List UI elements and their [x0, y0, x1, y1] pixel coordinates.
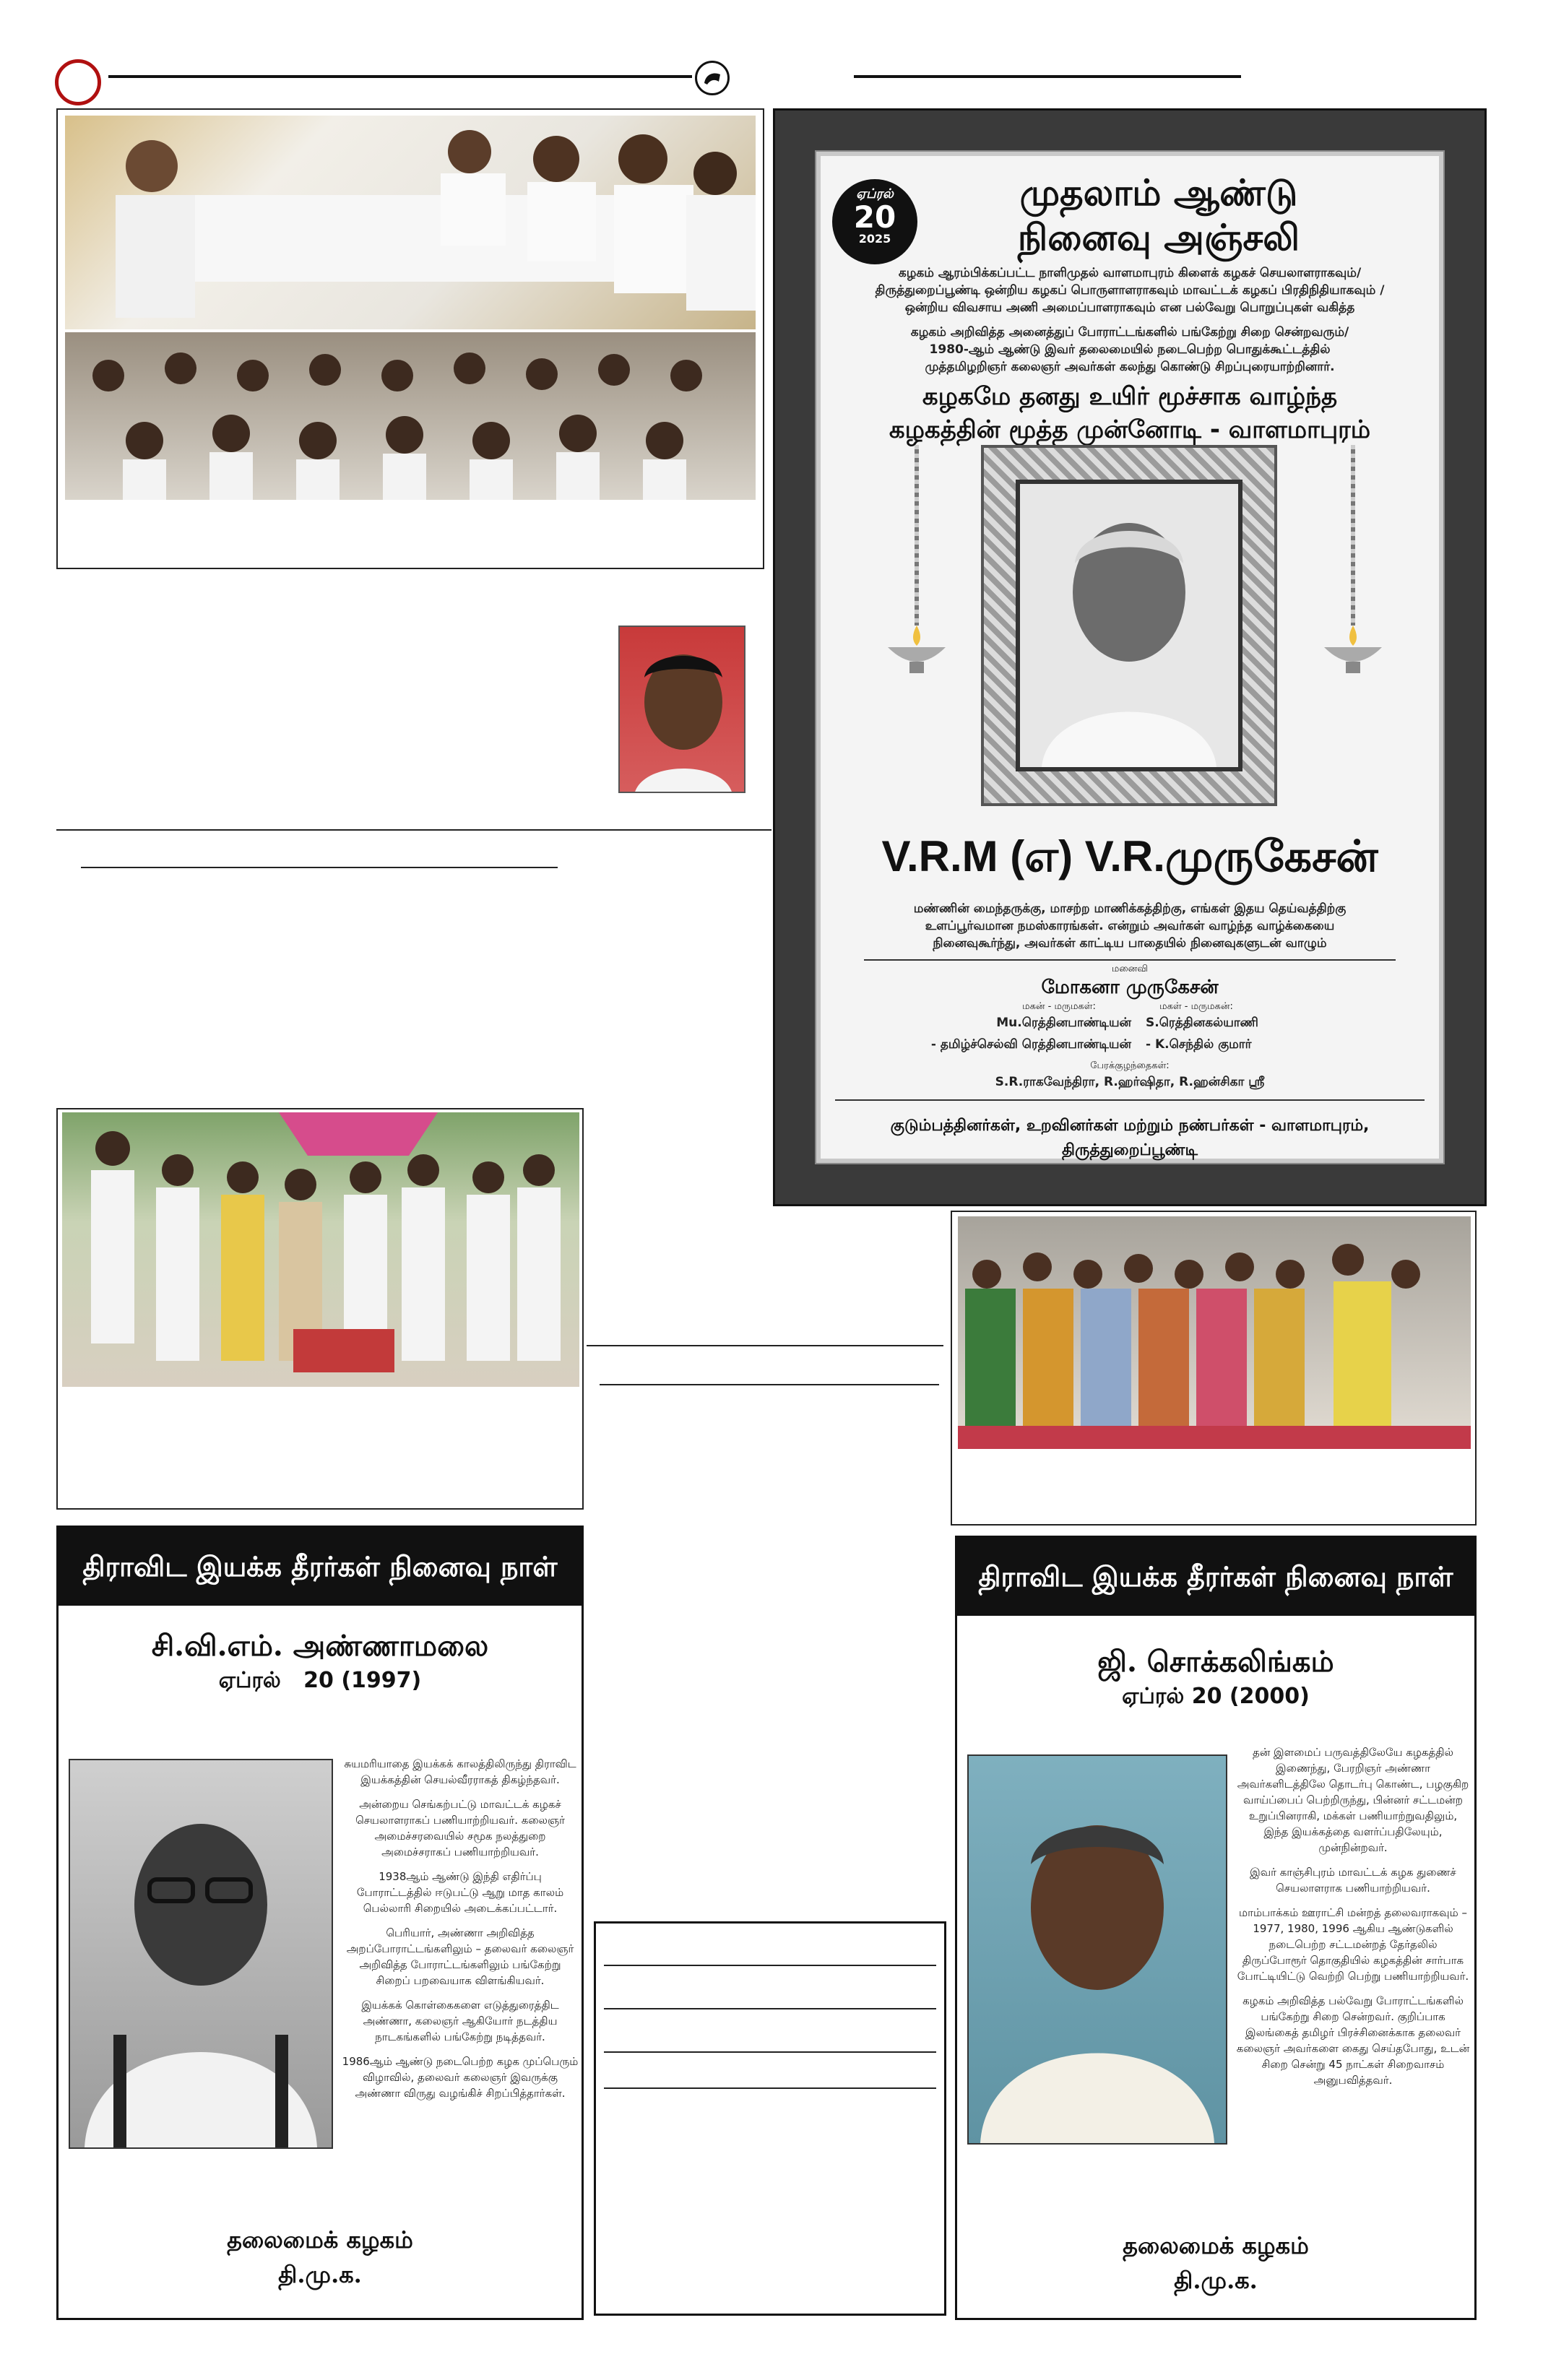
tribute-paragraph: மாம்பாக்கம் ஊராட்சி மன்றத் தலைவராகவும் – 1977, 1980, 1996 ஆகிய ஆண்டுகளில் நடைபெற்ற சட்டமன்றத் தேர்தலில் திருப்போரூர் தொகுதியில் கழகத்தின் சார்பாக போட்டியிட்டு வெற்றி பெற்று பணியாற்றியவர். [1237, 1906, 1469, 1983]
section-rule-short [81, 867, 558, 868]
lamp-chain-left [915, 445, 919, 626]
tribute-name: சி.வி.எம். அண்ணாமலை [151, 1629, 489, 1663]
tribute-body [342, 1756, 579, 2110]
tribute-header: திராவிட இயக்க தீரர்கள் நினைவு நாள் [59, 1528, 582, 1606]
memorial-intro-line: ஒன்றிய விவசாய அணி அமைப்பாளராகவும் என பல்வேறு பொறுப்புகள் வகித்த [904, 300, 1355, 315]
memorial-intro-line: திருத்துறைப்பூண்டி ஒன்றிய கழகப் பொருளாளராகவும் மாவட்டக் கழகப் பிரதிநிதியாகவும் / [875, 283, 1385, 298]
memorial-portrait-frame [981, 445, 1277, 806]
oil-lamp-left-icon [884, 626, 949, 676]
section-rule-mid-short [600, 1384, 939, 1385]
tribute-footer-line1: தலைமைக் கழகம் [227, 2226, 413, 2254]
tribute-paragraph: கழகம் அறிவித்த பல்வேறு போராட்டங்களில் பங்கேற்று சிறை சென்றவர். குறிப்பாக இலங்கைத் தமிழர் பிரச்சினைக்காக தலைவர் கலைஞர் அவர்களை கைது செய்தபோது, உடன் சிறை சென்று 45 நாட்கள் சிறைவாசம் அனுபவித்தவர். [1236, 1994, 1470, 2087]
box-rule-3 [604, 2051, 936, 2053]
tribute-footer [59, 2223, 582, 2292]
wife-label: மனைவி [1111, 964, 1149, 974]
memorial-intro [835, 264, 1425, 316]
tribute-paragraph: சுயமரியாதை இயக்கக் காலத்திலிருந்து திராவிட இயக்கத்தின் செயல்வீரராகத் திகழ்ந்தவர். [344, 1757, 576, 1786]
box-rule-1 [604, 1965, 936, 1966]
meeting-photo-top [65, 116, 756, 329]
tribute-date: ஏப்ரல் 20 (1997) [218, 1668, 422, 1693]
tribute-paragraph: இவர் காஞ்சிபுரம் மாவட்டக் கழக துணைச் செயலாளராக பணியாற்றியவர். [1250, 1866, 1456, 1895]
memorial-history-line: 1980-ஆம் ஆண்டு இவர் தலைமையில் நடைபெற்ற பொதுக்கூட்டத்தில் [929, 342, 1331, 357]
memorial-person-name: V.R.M (எ) V.R.முருகேசன் [881, 832, 1378, 880]
tribute-body [1236, 1744, 1470, 2097]
family-member: Mu.ரெத்தினபாண்டியன் [996, 1016, 1131, 1030]
wife-name: மோகனா முருகேசன் [1041, 977, 1219, 998]
tribute-portrait-annamalai [69, 1759, 333, 2149]
empty-box [594, 1921, 946, 2316]
memorial-title-line2: நினைவு அஞ்சலி [1017, 217, 1300, 259]
distribution-photo [958, 1216, 1471, 1449]
tribute-paragraph: அன்றைய செங்கற்பட்டு மாவட்டக் கழகச் செயலாளராகப் பணியாற்றியவர். கலைஞர் அமைச்சரவையில் சமூக நலத்துறை அமைச்சராகப் பணியாற்றியவர். [355, 1798, 565, 1858]
memorial-tribute [835, 900, 1425, 952]
memorial-intro-line: கழகம் ஆரம்பிக்கப்பட்ட நாளிமுதல் வாளமாபுரம் கிளைக் கழகச் செயலாளராகவும்/ [898, 266, 1362, 280]
memorial-headline-line1: கழகமே தனது உயிர் மூச்சாக வாழ்ந்த [922, 382, 1338, 411]
tribute-date: ஏப்ரல் 20 (2000) [1122, 1684, 1310, 1709]
box-rule-2 [604, 2008, 936, 2009]
masthead-circle-icon [55, 59, 101, 105]
memorial-history [835, 324, 1425, 376]
tribute-footer-line1: தலைமைக் கழகம் [1123, 2232, 1309, 2259]
section-rule-mid [587, 1345, 943, 1346]
tribute-name: ஜி. சொக்கலிங்கம் [1097, 1645, 1334, 1679]
memorial-date-day: 20 [853, 199, 896, 235]
grandchildren-label: பேரக்குழந்தைகள்: [1090, 1060, 1170, 1071]
memorial-divider-bottom [835, 1099, 1425, 1101]
children-label-left: மகன் - மருமகள்: [1022, 1001, 1096, 1012]
memorial-history-line: கழகம் அறிவித்த அனைத்துப் போராட்டங்களில் பங்கேற்று சிறை சென்றவரும்/ [910, 325, 1349, 339]
tribute-footer [957, 2228, 1474, 2298]
tribute-paragraph: 1986ஆம் ஆண்டு நடைபெற்ற கழக முப்பெரும் விழாவில், தலைவர் கலைஞர் இவருக்கு அண்ணா விருது வழங்கிச் சிறப்பித்தார்கள். [342, 2055, 579, 2100]
tribute-footer-line2: தி.மு.க. [1174, 2267, 1258, 2294]
memorial-title-line1: முதலாம் ஆண்டு [1019, 172, 1298, 214]
event-photo [62, 1112, 579, 1387]
tribute-header: திராவிட இயக்க தீரர்கள் நினைவு நாள் [957, 1538, 1474, 1616]
memorial-tribute-line: உளப்பூர்வமான நமஸ்காரங்கள். என்றும் அவர்கள் வாழ்ந்த வாழ்க்கையை [925, 919, 1335, 933]
tribute-card-annamalai [56, 1526, 584, 2320]
memorial-portrait [1016, 480, 1242, 771]
memorial-tribute-line: நினைவுகூர்ந்து, அவர்கள் காட்டிய பாதையில் நினைவுகளுடன் வாழும் [933, 936, 1327, 951]
family-member: - K.செந்தில் குமார் [1146, 1037, 1252, 1052]
tribute-card-chokkalingam [955, 1536, 1477, 2320]
memorial-date-month: ஏப்ரல் [856, 186, 894, 202]
tribute-footer-line2: தி.மு.க. [278, 2261, 362, 2288]
party-emblem-icon [695, 61, 730, 95]
memorial-date-badge [832, 179, 917, 264]
masthead-rule-right [854, 75, 1241, 78]
masthead-rule [108, 75, 692, 78]
oil-lamp-right-icon [1321, 626, 1386, 676]
memorial-date-year: 2025 [858, 232, 891, 246]
memorial-ad [816, 152, 1443, 1163]
box-rule-4 [604, 2087, 936, 2089]
memorial-footer: குடும்பத்தினர்கள், உறவினர்கள் மற்றும் நண்பர்கள் - வாளமாபுரம், திருத்துறைப்பூண்டி [890, 1117, 1370, 1159]
tribute-paragraph: தன் இளமைப் பருவத்திலேயே கழகத்தில் இணைந்து, பேரறிஞர் அண்ணா அவர்களிடத்திலே தொடர்பு கொண்ட, பழகுகிற வாய்ப்பைப் பெற்றிருந்து, பின்னர் சட்டமன்ற உறுப்பினராகி, மக்கள் பணியாற்றுவதிலும், இந்த இயக்கத்தை வளர்ப்பதிலேயும், முன்நின்றவர். [1237, 1746, 1469, 1854]
portrait-photo-small [618, 626, 745, 793]
family-left [850, 1014, 1131, 1053]
grandchildren-names: S.R.ராகவேந்திரா, R.ஹர்ஷிதா, R.ஹன்சிகா ஸ்ரீ [995, 1075, 1265, 1089]
family-right [1146, 1014, 1420, 1053]
meeting-photo-crowd [65, 332, 756, 500]
tribute-portrait-chokkalingam [967, 1754, 1227, 2145]
tribute-paragraph: பெரியார், அண்ணா அறிவித்த அறப்போராட்டங்களிலும் – தலைவர் கலைஞர் அறிவித்த போராட்டங்களிலும் பங்கேற்று சிறைப் பறவையாக விளங்கியவர். [346, 1926, 574, 1987]
family-member: S.ரெத்தினகல்யாணி [1146, 1016, 1258, 1030]
memorial-history-line: முத்தமிழறிஞர் கலைஞர் அவர்கள் கலந்து கொண்டு சிறப்புரையாற்றினார். [925, 360, 1335, 374]
tribute-paragraph: இயக்கக் கொள்கைகளை எடுத்துரைத்திட அண்ணா, கலைஞர் ஆகியோர் நடத்திய நாடகங்களில் பங்கேற்று நடித்தவர். [361, 1999, 559, 2043]
children-label-right: மகள் - மருமகன்: [1159, 1001, 1233, 1012]
tribute-paragraph: 1938ஆம் ஆண்டு இந்தி எதிர்ப்பு போராட்டத்தில் ஈடுபட்டு ஆறு மாத காலம் பெல்லாரி சிறையில் அடைக்கப்பட்டார். [356, 1870, 564, 1915]
family-member: - தமிழ்ச்செல்வி ரெத்தினபாண்டியன் [930, 1037, 1131, 1052]
section-rule-left [56, 829, 772, 831]
memorial-tribute-line: மண்ணின் மைந்தருக்கு, மாசற்ற மாணிக்கத்திற்கு, எங்கள் இதய தெய்வத்திற்கு [913, 901, 1347, 916]
memorial-headline-line2: கழகத்தின் மூத்த முன்னோடி - வாளமாபுரம் [889, 415, 1371, 444]
lamp-chain-right [1351, 445, 1355, 626]
